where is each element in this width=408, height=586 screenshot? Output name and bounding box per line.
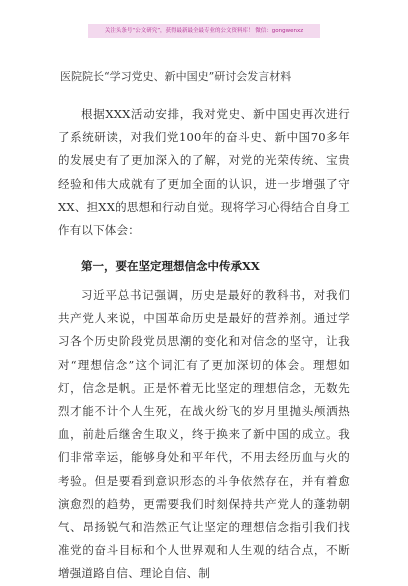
document-title: 医院院长“学习党史、新中国史”研讨会发言材料: [60, 70, 292, 83]
body-paragraph-intro: 根据XXX活动安排，我对党史、新中国史再次进行了系统研读，对我们党100年的奋斗史、新中国70多年的发展史有了更加深入的了解，对党的光荣传统、宝贵经验和伟大成就有了更加全面的认识，进一步增强了守XX、担XX的思想和行动自觉。现将学习心得结合自身工作有以下体会：: [58, 107, 350, 238]
promo-banner[interactable]: 关注头条号“公文研究”，获得最新最全最专业的公文资料库！ 微信：gongwenxz: [88, 24, 320, 38]
section-heading-first: 第一，要在坚定理想信念中传承XX: [81, 259, 260, 273]
body-paragraph-section-one: 习近平总书记强调，历史是最好的教科书，对我们共产党人来说，中国革命历史是最好的营养剂。通过学习各个历史阶段党员思潮的变化和对信念的坚守，让我对“理想信念”这个词汇有了更加深切的体会。理想如灯，信念是帆。正是怀着无比坚定的理想信念，无数先烈才能不计个人生死，在战火纷飞的岁月里抛头颅洒热血，前赴后继舍生取义，终于换来了新中国的成立。我们非常幸运，能够身处和平年代，不用去经历血与火的考验。但是要看到意识形态的斗争依然存在，并有着愈演愈烈的趋势，更需要我们时刻保持共产党人的蓬勃朝气、昂扬锐气和浩然正气让坚定的理想信念指引我们找准党的奋斗目标和个人世界观和人生观的结合点，不断增强道路自信、理论自信、制: [58, 288, 350, 581]
